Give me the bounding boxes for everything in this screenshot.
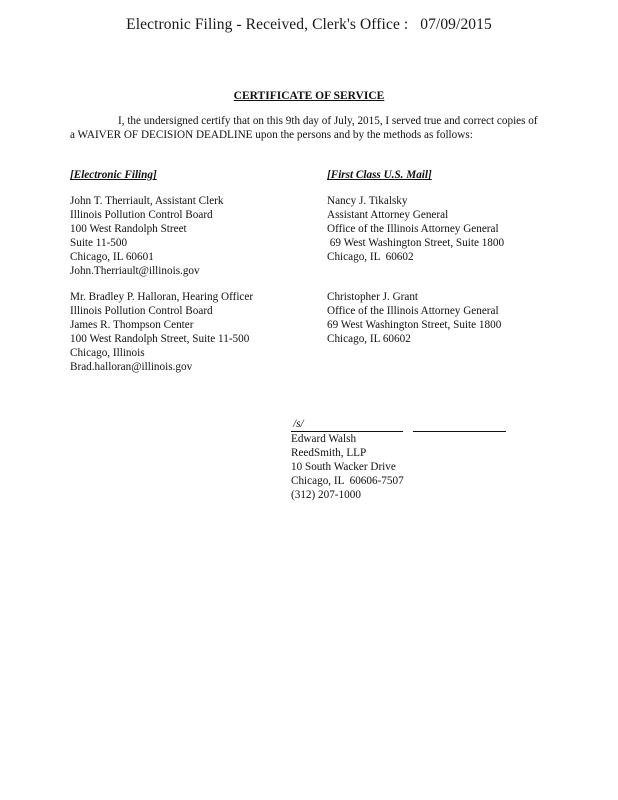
recipient-line: Chicago, IL 60602	[327, 251, 414, 263]
signer-address: 10 South Wacker Drive	[291, 461, 396, 473]
recipient-line: 69 West Washington Street, Suite 1800	[327, 237, 505, 249]
signature-block	[291, 418, 506, 502]
recipient-line: Chicago, IL 60602	[327, 333, 411, 345]
recipient-line: Office of the Illinois Attorney General	[327, 305, 499, 317]
recipient-line: Illinois Pollution Control Board	[70, 305, 213, 317]
recipient-line: 100 West Randolph Street	[70, 223, 187, 235]
document-title: CERTIFICATE OF SERVICE	[233, 90, 385, 102]
certificate-intro	[70, 115, 540, 142]
recipient-line: Mr. Bradley P. Halloran, Hearing Officer	[70, 291, 254, 303]
recipient-email: Brad.halloran@illinois.gov	[70, 361, 193, 373]
signature-line	[291, 418, 506, 432]
recipient-block-grant	[327, 290, 567, 346]
signer-firm: ReedSmith, LLP	[291, 447, 367, 459]
recipient-line: Chicago, IL 60601	[70, 251, 154, 263]
recipient-line: Assistant Attorney General	[327, 209, 449, 221]
recipient-line: Office of the Illinois Attorney General	[327, 223, 499, 235]
recipient-email: John.Therriault@illinois.gov	[70, 265, 200, 277]
recipient-line: Suite 11-500	[70, 237, 128, 249]
recipient-line: Chicago, Illinois	[70, 347, 145, 359]
recipient-line: Nancy J. Tikalsky	[327, 195, 408, 207]
signer-name: Edward Walsh	[291, 433, 357, 445]
recipient-block-therriault	[70, 194, 310, 278]
signer-phone: (312) 207-1000	[291, 489, 361, 501]
recipient-line: 69 West Washington Street, Suite 1800	[327, 319, 502, 331]
recipient-line: John T. Therriault, Assistant Clerk	[70, 195, 224, 207]
signer-city: Chicago, IL 60606-7507	[291, 475, 404, 487]
intro-text: I, the undersigned certify that on this 9th day of July, 2015, I served true and correct copies of a WAIVER OF DECISION DEADLINE upon the persons and by the methods as follows:	[70, 115, 538, 141]
recipient-line: Christopher J. Grant	[327, 291, 419, 303]
method-electronic-filing: [Electronic Filing]	[70, 169, 157, 181]
recipient-block-tikalsky	[327, 194, 567, 264]
signature-rule	[413, 431, 506, 432]
method-first-class-mail: [First Class U.S. Mail]	[327, 169, 432, 181]
recipient-block-halloran	[70, 290, 310, 374]
recipient-line: James R. Thompson Center	[70, 319, 194, 331]
recipient-line: Illinois Pollution Control Board	[70, 209, 213, 221]
filing-stamp-header: Electronic Filing - Received, Clerk's Office : 07/09/2015	[126, 16, 492, 33]
recipient-line: 100 West Randolph Street, Suite 11-500	[70, 333, 250, 345]
signature-mark: /s/	[291, 417, 403, 432]
